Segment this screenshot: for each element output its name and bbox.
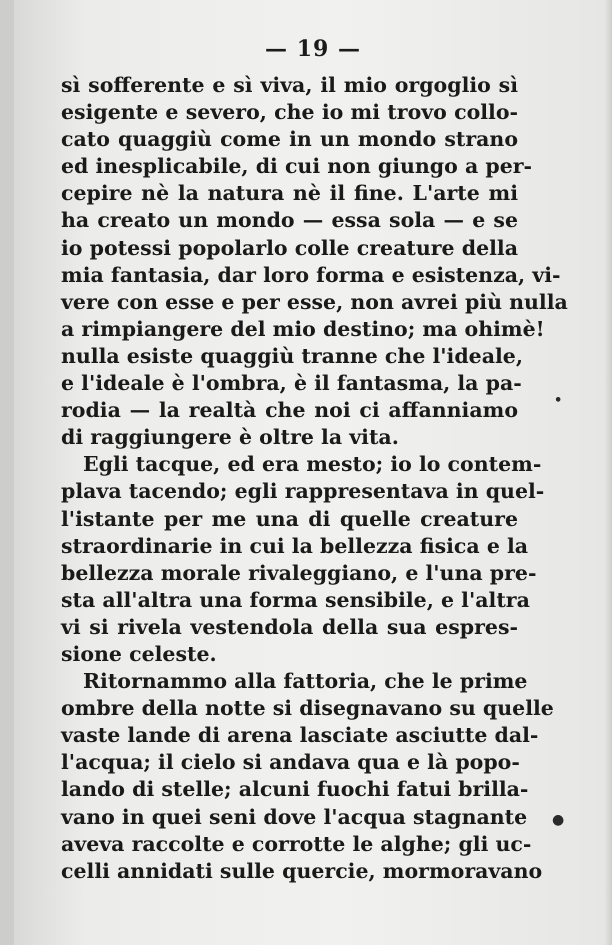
text-line: ha creato un mondo — essa sola — e se	[61, 208, 518, 233]
text-line: bellezza morale rivaleggiano, e l'una pre-	[61, 560, 537, 585]
text-line: cepire nè la natura nè il fine. L'arte mi	[61, 181, 518, 206]
text-line: sta all'altra una forma sensibile, e l'altra	[61, 587, 530, 612]
text-line: ed inesplicabile, di cui non giungo a per-	[61, 154, 533, 179]
page-shadow	[604, 0, 612, 945]
text-line: straordinarie in cui la bellezza fisica e la	[61, 533, 529, 558]
text-line: mia fantasia, dar loro forma e esistenza, vi-	[61, 262, 561, 287]
text-line: di raggiungere è oltre la vita.	[61, 425, 399, 450]
text-line: cato quaggiù come in un mondo strano	[61, 127, 518, 152]
text-line: vi si rivela vestendola della sua espres-	[61, 614, 518, 639]
text-line: celli annidati sulle quercie, mormoravano	[61, 858, 543, 883]
text-line: ombre della notte si disegnavano su quelle	[61, 696, 554, 721]
text-line: sì sofferente e sì viva, il mio orgoglio sì	[61, 73, 518, 97]
text-line: l'istante per me una di quelle creature	[61, 506, 518, 531]
text-line: vano in quei seni dove l'acqua stagnante	[61, 804, 528, 829]
text-line: aveva raccolte e corrotte le alghe; gli uc-	[61, 831, 532, 856]
text-line: l'acqua; il cielo si andava qua e là popo-	[61, 750, 520, 775]
text-line: a rimpiangere del mio destino; ma ohimè!	[61, 316, 545, 341]
text-line: vaste lande di arena lasciate asciutte dal-	[61, 723, 539, 748]
book-page	[14, 0, 612, 945]
text-line: esigente e severo, che io mi trovo collo-	[61, 100, 518, 125]
body-text	[61, 72, 568, 885]
page-number: — 19 —	[265, 36, 361, 62]
text-line: rodia — la realtà che noi ci affanniamo	[61, 398, 518, 423]
text-line: lando di stelle; alcuni fuochi fatui brilla-	[61, 777, 529, 802]
text-line: Ritornammo alla fattoria, che le prime	[83, 669, 528, 694]
text-line: Egli tacque, ed era mesto; io lo contem-	[83, 452, 542, 477]
text-line: sione celeste.	[61, 641, 217, 666]
text-line: nulla esiste quaggiù tranne che l'ideale,	[61, 343, 523, 368]
text-line: plava tacendo; egli rappresentava in quel-	[61, 479, 545, 504]
text-line: e l'ideale è l'ombra, è il fantasma, la pa-	[61, 371, 522, 396]
text-line: vere con esse e per esse, non avrei più nulla	[61, 289, 568, 314]
ink-speck-mark: •	[554, 393, 563, 408]
text-line: io potessi popolarlo colle creature della	[61, 235, 518, 260]
ink-speck-mark: ●	[552, 812, 565, 828]
